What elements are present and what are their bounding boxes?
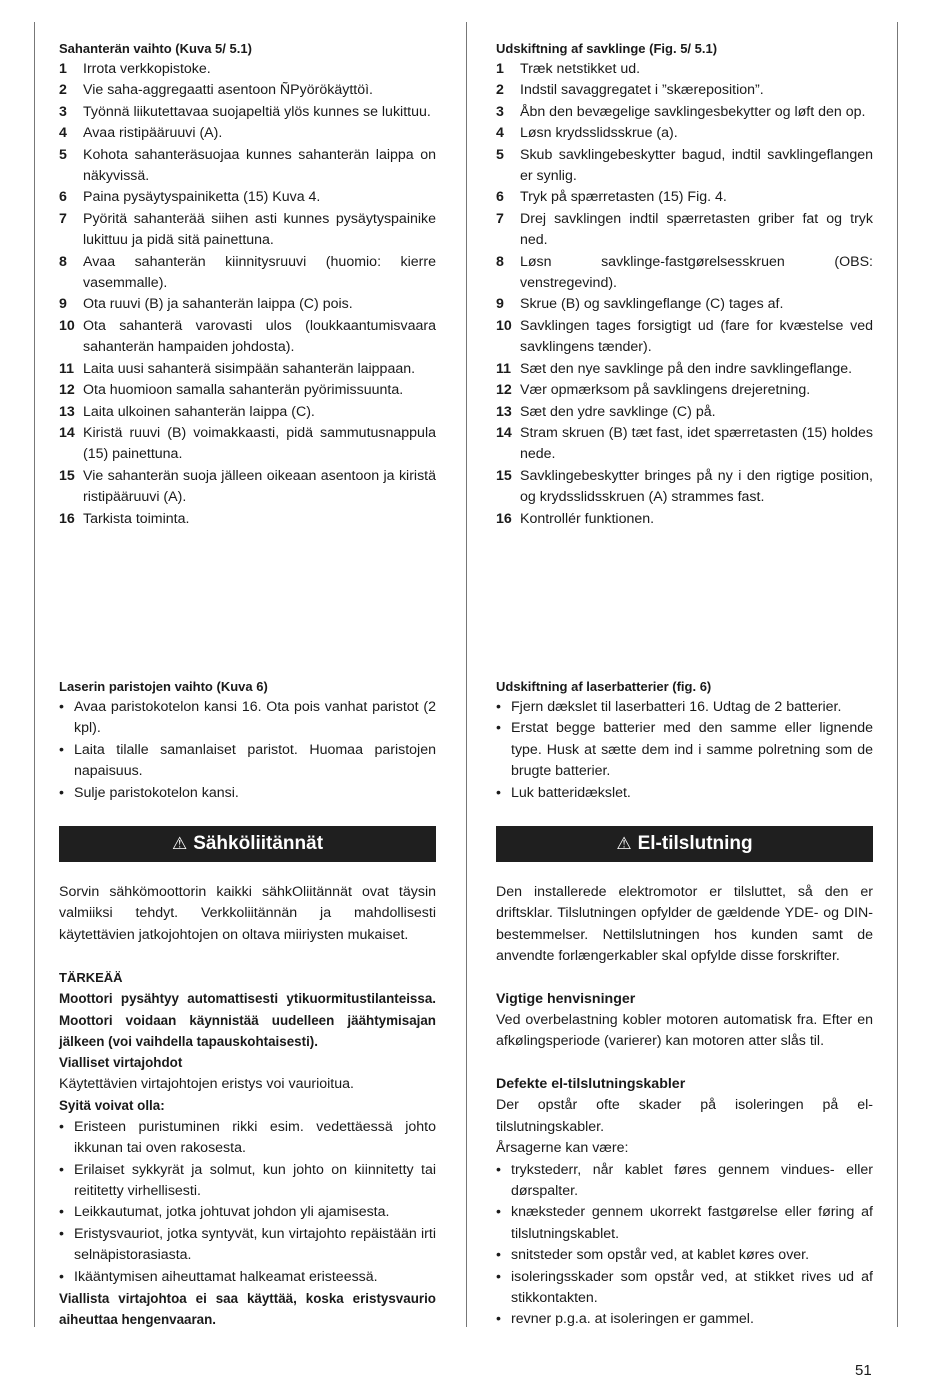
fi-laser-list — [59, 697, 436, 804]
da-causes-list — [496, 1160, 873, 1331]
list-item: • Eristysvauriot, jotka syntyvät, kun virtajohto repäistään irti selnäpistorasiasta. — [59, 1225, 436, 1264]
fi-electric-banner: ⚠ Sähköliitännät — [59, 826, 436, 862]
da-laser-heading: Udskiftning af laserbatterier (fig. 6) — [496, 679, 712, 694]
da-blade-steps — [496, 59, 873, 530]
fi-causes-label: Syitä voivat olla: — [59, 1098, 165, 1114]
list-item: 5 Skub savklingebeskytter bagud, indtil savklingeflangen er synlig. — [496, 146, 873, 185]
list-item: • Laita tilalle samanlaiset paristot. Huomaa paristojen napaisuus. — [59, 741, 436, 780]
list-item: 6 Paina pysäytyspainiketta (15) Kuva 4. — [59, 189, 321, 206]
list-item: 11 Sæt den nye savklinge på den indre savklingeflange. — [496, 360, 853, 377]
warning-triangle-icon: ⚠ — [616, 834, 632, 854]
list-item: 6 Tryk på spærretasten (15) Fig. 4. — [496, 189, 727, 206]
list-item: 13 Sæt den ydre savklinge (C) på. — [496, 403, 716, 420]
fi-electric-intro: Sorvin sähkömoottorin kaikki sähkOliitännät ovat täysin valmiiksi tehdyt. Verkkoliitännän ja mahdollisesti käytettävien jatkojohtojen on oltava miiriysten mukaiset. — [59, 884, 436, 943]
left-margin-rule — [34, 22, 35, 1327]
list-item: 13 Laita ulkoinen sahanterän laippa (C). — [59, 403, 315, 420]
list-item: • Leikkautumat, jotka johtuvat johdon yli ajamisesta. — [59, 1204, 390, 1221]
column-divider — [466, 22, 467, 1327]
list-item: 11 Laita uusi sahanterä sisimpään sahanterän laippaan. — [59, 360, 416, 377]
list-item: 3 Työnnä liikutettavaa suojapeltiä ylös kunnes se lukittuu. — [59, 103, 431, 120]
list-item: 15 Savklingebeskytter bringes på ny i den rigtige position, og krydsslidsskruen (A) strammes fast. — [496, 467, 873, 506]
page-number: 51 — [855, 1362, 872, 1379]
da-important-text: Ved overbelastning kobler motoren automatisk fra. Efter en afkølingsperiode (varierer) kan motoren atter slås til. — [496, 1012, 873, 1050]
list-item: • Erilaiset sykkyrät ja solmut, kun johto on kiinnitetty tai reititetty virhellisesti. — [59, 1161, 436, 1199]
fi-blade-steps — [59, 59, 436, 530]
fi-final-warning: Viallista virtajohtoa ei saa käyttää, koska eristysvaurio aiheuttaa hengenvaaran. — [59, 1290, 436, 1328]
list-item: • Erstat begge batterier med den samme eller lignende type. Husk at sætte dem ind i samme polretning som de brugte batterier. — [496, 720, 873, 780]
list-item: 3 Åbn den bevægelige savklingesbekytter og løft den op. — [496, 103, 866, 120]
list-item: • Sulje paristokotelon kansi. — [59, 784, 239, 801]
list-item: 12 Vær opmærksom på savklingens drejeretning. — [496, 382, 811, 399]
list-item: • isoleringsskader som opstår ved, at stikket rives ud af stikkontakten. — [496, 1268, 873, 1306]
list-item: 1 Irrota verkkopistoke. — [59, 61, 211, 77]
da-blade-heading: Udskiftning af savklinge (Fig. 5/ 5.1) — [496, 41, 718, 56]
da-causes-label: Årsagerne kan være: — [496, 1140, 629, 1157]
list-item: 14 Stram skruen (B) tæt fast, idet spærretasten (15) holdes nede. — [496, 424, 873, 463]
right-margin-rule — [897, 22, 898, 1327]
list-item: 16 Tarkista toiminta. — [59, 510, 190, 527]
da-laser-list — [496, 697, 873, 804]
warning-triangle-icon: ⚠ — [171, 834, 188, 854]
fi-damaged-text: Käytettävien virtajohtojen eristys voi vaurioitua. — [59, 1075, 354, 1092]
list-item: 5 Kohota sahanteräsuojaa kunnes sahanterän laippa on näkyvissä. — [59, 146, 436, 185]
list-item: 2 Indstil savaggregatet i ”skæreposition”. — [496, 82, 764, 99]
fi-important-text: Moottori pysähtyy automattisesti ytikuormitustilanteissa. Moottori voidaan käynnistää uudelleen jäähtymisajan jälkeen (voi vaihdella tapauskohtaisesti). — [59, 991, 436, 1050]
da-important-label: Vigtige henvisninger — [496, 990, 636, 1007]
list-item: 15 Vie sahanterän suoja jälleen oikeaan asentoon ja kiristä ristipääruuvi (A). — [59, 467, 436, 506]
list-item: 4 Løsn krydsslidsskrue (a). — [496, 125, 678, 142]
list-item: • Eristeen puristuminen rikki esim. vedettäessä johto ikkunan tai oven rakosesta. — [59, 1118, 436, 1157]
fi-important-label: TÄRKEÄÄ — [59, 970, 123, 986]
fi-lower-section — [59, 676, 436, 1331]
da-electric-banner: ⚠ El-tilslutning — [496, 826, 873, 862]
fi-blade-heading: Sahanterän vaihto (Kuva 5/ 5.1) — [59, 41, 252, 56]
list-item: 8 Løsn savklinge-fastgørelsesskruen (OBS: venstregevind). — [496, 253, 873, 292]
list-item: • Ikääntymisen aiheuttamat halkeamat eristeessä. — [59, 1268, 378, 1285]
da-damaged-text: Der opstår ofte skader på isoleringen på el-tilslutningskabler. — [496, 1097, 873, 1135]
list-item: 16 Kontrollér funktionen. — [496, 510, 655, 527]
fi-laser-heading: Laserin paristojen vaihto (Kuva 6) — [59, 679, 268, 694]
da-damaged-label: Defekte el-tilslutningskabler — [496, 1075, 686, 1092]
list-item: 10 Savklingen tages forsigtigt ud (fare for kvæstelse ved savklingens tænder). — [496, 317, 873, 356]
fi-damaged-label: Vialliset virtajohdot — [59, 1055, 183, 1071]
fi-causes-list — [59, 1117, 436, 1288]
da-lower-section — [496, 676, 873, 1331]
da-blade-section — [496, 38, 873, 530]
list-item: 1 Træk netstikket ud. — [496, 61, 641, 77]
list-item: • knæksteder gennem ukorrekt fastgørelse eller føring af tilslutningskablet. — [496, 1204, 873, 1242]
list-item: • revner p.g.a. at isoleringen er gammel. — [496, 1311, 754, 1328]
list-item: 4 Avaa ristipääruuvi (A). — [59, 125, 223, 142]
list-item: 2 Vie saha-aggregaatti asentoon ÑPyörökäyttöì. — [59, 82, 373, 99]
list-item: 14 Kiristä ruuvi (B) voimakkaasti, pidä sammutusnappula (15) painettuna. — [59, 424, 436, 463]
list-item: 10 Ota sahanterä varovasti ulos (loukkaantumisvaara sahanterän hampaiden johdosta). — [59, 317, 436, 356]
list-item: • Fjern dækslet til laserbatteri 16. Udtag de 2 batterier. — [496, 699, 842, 715]
list-item: 7 Drej savklingen indtil spærretasten griber fat og tryk ned. — [496, 210, 873, 249]
list-item: • trykstederr, når kablet føres gennem vindues- eller dørspalter. — [496, 1161, 873, 1199]
list-item: 12 Ota huomioon samalla sahanterän pyörimissuunta. — [59, 382, 404, 399]
list-item: 9 Ota ruuvi (B) ja sahanterän laippa (C) pois. — [59, 296, 353, 313]
list-item: 7 Pyöritä sahanterää siihen asti kunnes pysäytyspainike lukittuu ja pidä sitä painettuna. — [59, 210, 436, 249]
list-item: 9 Skrue (B) og savklingeflange (C) tages af. — [496, 296, 784, 313]
da-electric-intro: Den installerede elektromotor er tilsluttet, så den er driftsklar. Tilslutningen opfylder de gældende YDE- og DIN-bestemmelser. Nettilslutningen hos kunden samt de anvendte forlængerkabler skal opfylde disse forskrifter. — [496, 884, 873, 965]
list-item: 8 Avaa sahanterän kiinnitysruuvi (huomio: kierre vasemmalle). — [59, 253, 436, 292]
list-item: • Avaa paristokotelon kansi 16. Ota pois vanhat paristot (2 kpl). — [59, 699, 436, 737]
list-item: • snitsteder som opstår ved, at kablet køres over. — [496, 1247, 810, 1264]
list-item: • Luk batteridækslet. — [496, 784, 631, 801]
fi-blade-section — [59, 38, 436, 530]
